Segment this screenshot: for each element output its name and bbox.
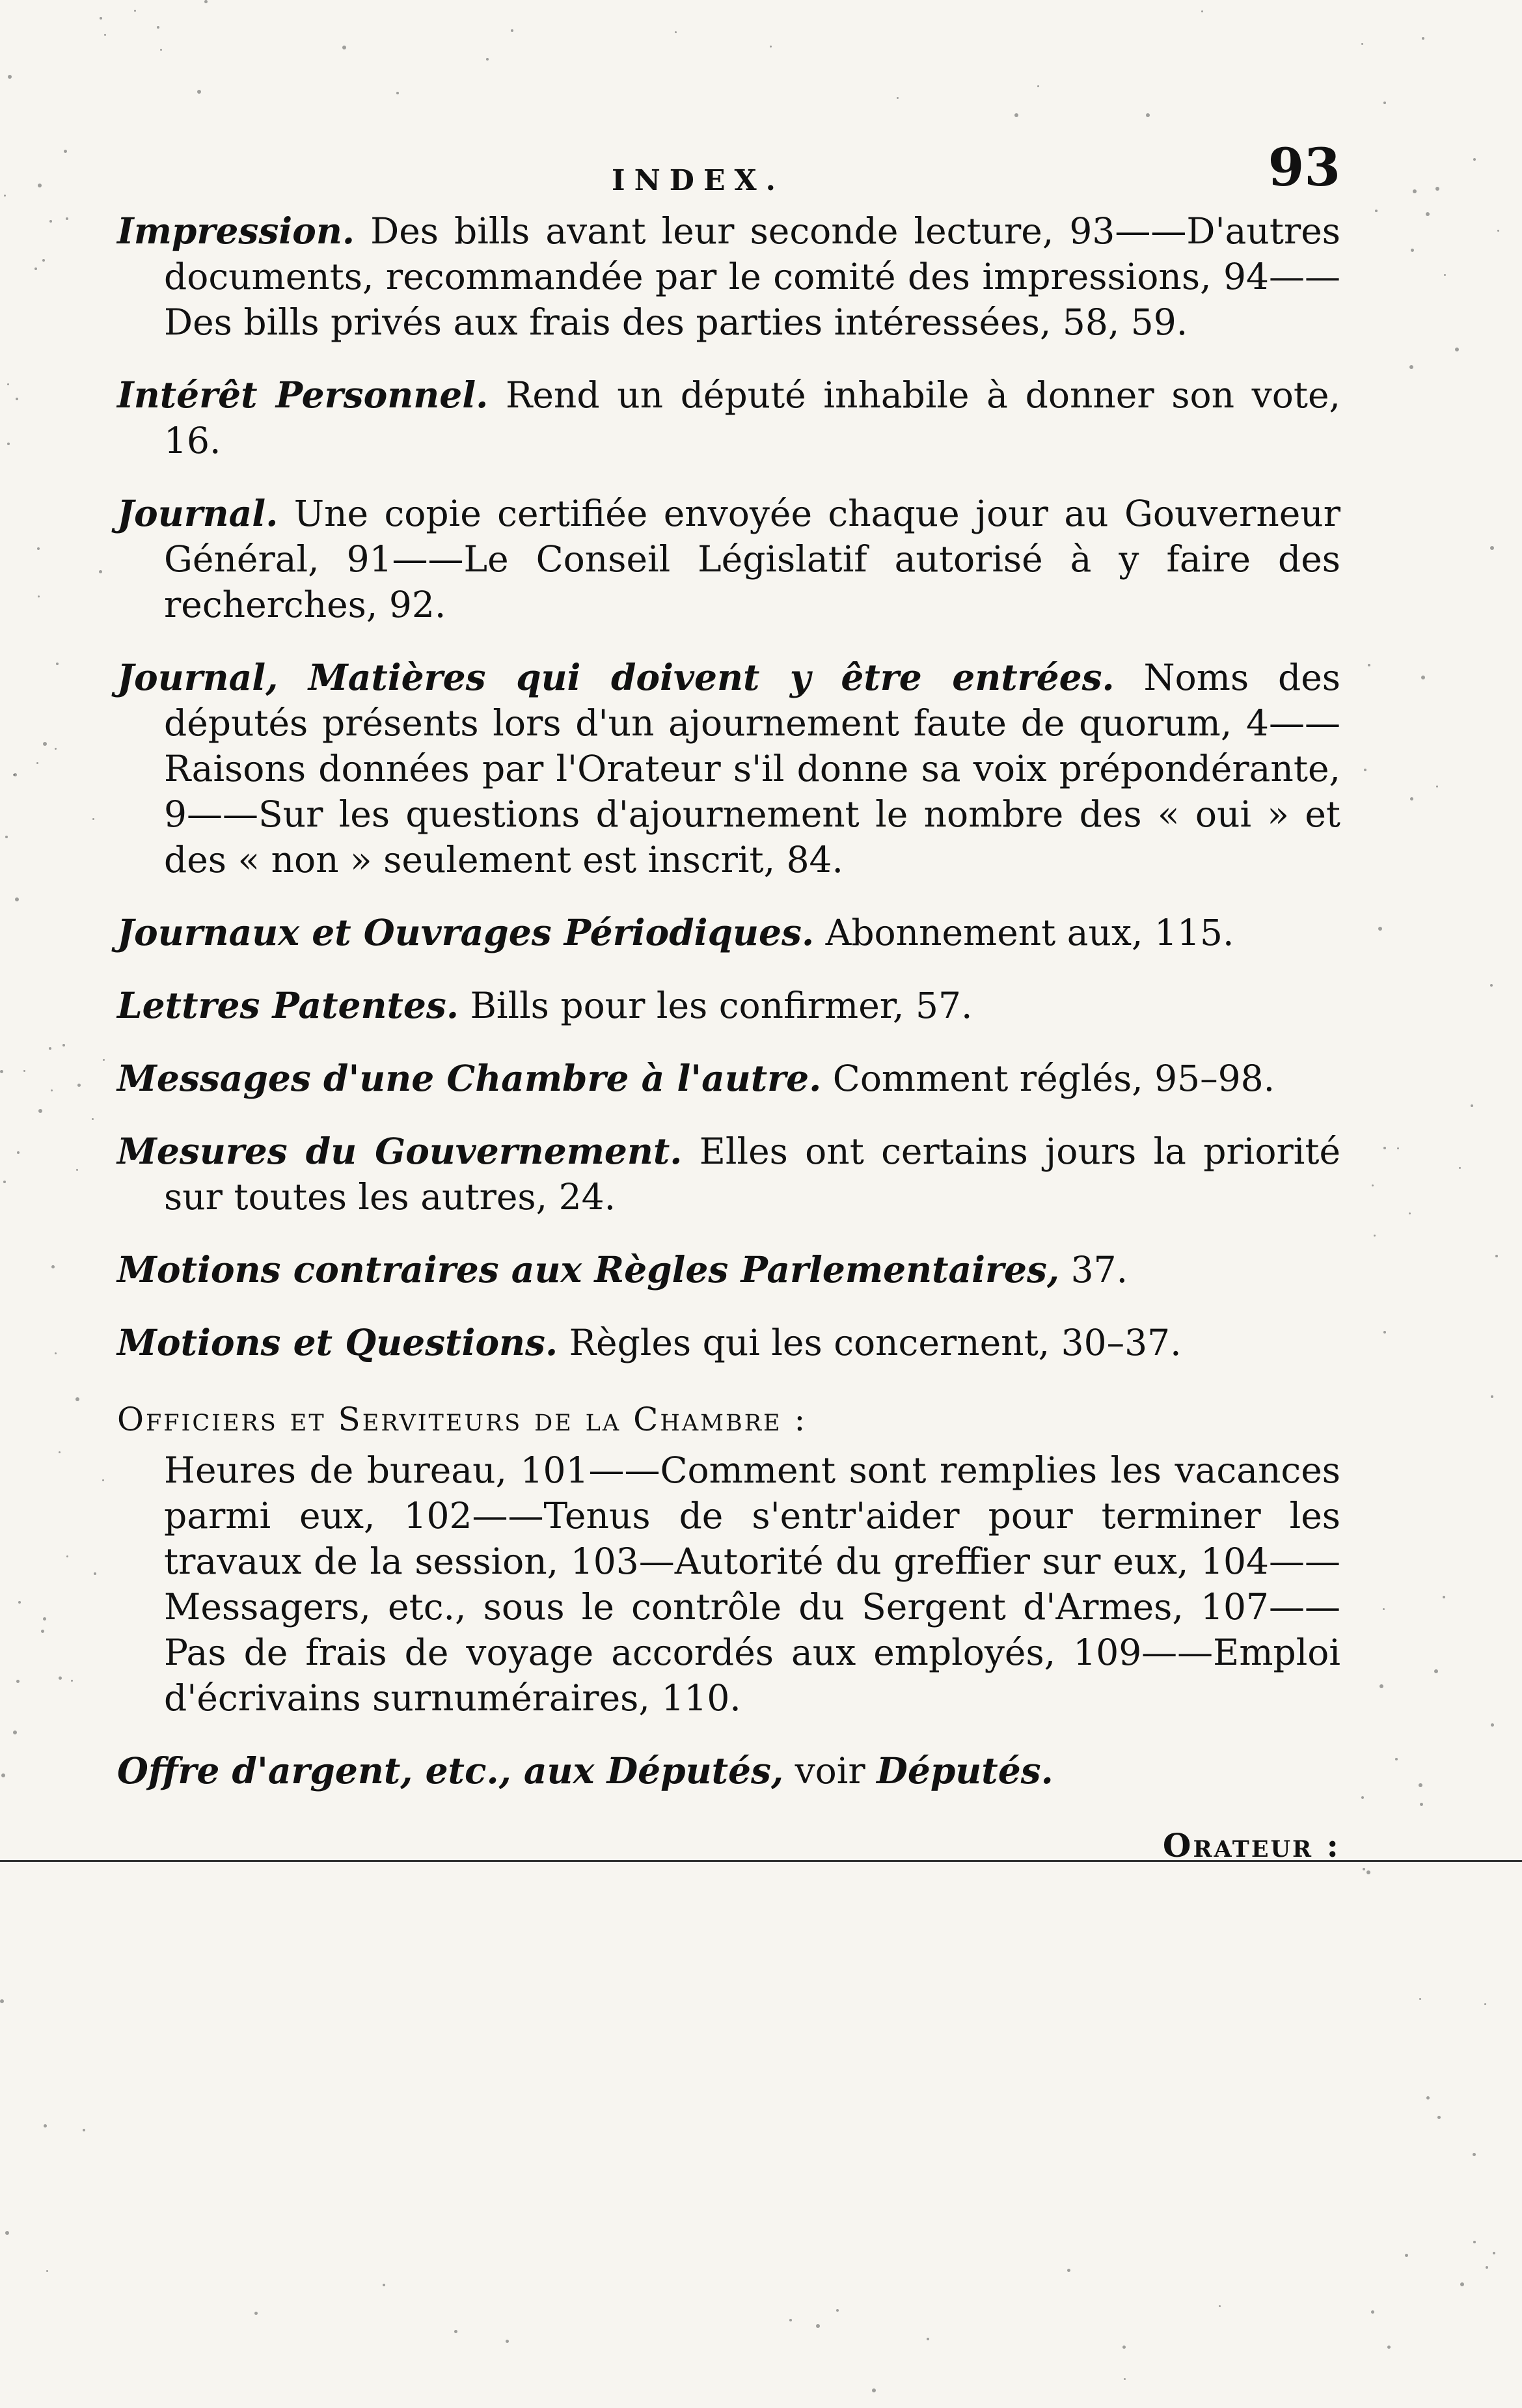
speckle — [1426, 2096, 1430, 2100]
speckle — [1420, 1803, 1423, 1806]
speckle — [1375, 210, 1378, 212]
index-entry-journal-matieres — [117, 655, 1340, 882]
speckle — [511, 29, 513, 32]
speckle — [92, 1118, 94, 1120]
speckle — [1387, 2346, 1391, 2349]
entry-heading: Motions et Questions. — [117, 1321, 558, 1363]
speckle — [100, 17, 102, 20]
speckle — [157, 26, 159, 29]
speckle — [454, 2330, 457, 2333]
entry-heading: Journal. — [117, 492, 279, 534]
speckle — [15, 897, 19, 901]
speckle — [383, 2284, 385, 2286]
index-entry-journaux — [117, 910, 1340, 955]
speckle — [486, 58, 489, 61]
index-entry-motions-questions — [117, 1320, 1340, 1365]
speckle — [83, 2129, 85, 2131]
index-entry-messages — [117, 1056, 1340, 1101]
entry-text: 37. — [1070, 1249, 1128, 1291]
speckle — [160, 49, 162, 51]
entry-heading: Lettres Patentes. — [117, 984, 459, 1026]
speckle — [55, 1352, 57, 1354]
speckle — [23, 1070, 25, 1072]
speckle — [44, 2124, 47, 2128]
speckle — [204, 0, 208, 3]
speckle — [1397, 1147, 1399, 1149]
speckle — [17, 1151, 20, 1154]
speckle — [94, 1572, 96, 1575]
speckle — [43, 1617, 46, 1621]
speckle — [5, 2231, 9, 2235]
speckle — [13, 1731, 17, 1734]
speckle — [1361, 43, 1363, 45]
speckle — [1443, 1596, 1445, 1598]
speckle — [38, 595, 40, 597]
speckle — [1383, 1331, 1386, 1334]
speckle — [8, 75, 12, 79]
speckle — [59, 1451, 61, 1453]
entry-text: Elles ont certains jours la priorité sur toutes les autres, 24. — [164, 1130, 1341, 1218]
speckle — [1484, 2003, 1486, 2005]
speckle — [1490, 984, 1493, 987]
speckle — [1405, 2254, 1408, 2257]
speckle — [1409, 1212, 1411, 1214]
speckle — [5, 836, 8, 838]
entry-text: Bills pour les confirmer, 57. — [470, 985, 973, 1026]
speckle — [1421, 676, 1425, 679]
section-body-officiers: Heures de bureau, 101——Comment sont remplies les vacances parmi eux, 102——Tenus de s'entr'aider pour terminer les travaux de la session, 103—Autorité du greffier sur eux, 104——Messagers, etc., sous le contrôle du Sergent d'Armes, 107——Pas de frais de voyage accordés aux employés, 109——Emploi d'écrivains surnuméraires, 110. — [164, 1449, 1340, 1719]
speckle — [1014, 113, 1018, 117]
speckle — [16, 398, 18, 400]
speckle — [836, 2309, 839, 2312]
speckle — [1371, 2310, 1374, 2314]
entry-heading: Impression. — [117, 210, 355, 252]
entry-text: Comment réglés, 95–98. — [832, 1058, 1275, 1099]
speckle — [92, 818, 94, 820]
speckle — [1444, 274, 1446, 276]
entry-text: Abonnement aux, 115. — [825, 912, 1234, 953]
speckle — [49, 1047, 51, 1050]
page-number: 93 — [1268, 137, 1340, 198]
speckle — [43, 742, 47, 746]
speckle — [770, 46, 772, 48]
speckle — [46, 2270, 48, 2272]
speckle — [1435, 187, 1439, 191]
speckle — [1374, 1235, 1376, 1237]
speckle — [1490, 546, 1494, 550]
speckle — [18, 1601, 21, 1604]
entry-text: Rend un député inhabile à donner son vote, 16. — [164, 374, 1341, 461]
speckle — [342, 46, 346, 49]
speckle — [103, 1059, 105, 1061]
index-entry-offre-d-argent — [117, 1748, 1340, 1794]
index-entry-lettres-patentes — [117, 983, 1340, 1028]
speckle — [42, 259, 45, 262]
speckle — [789, 2319, 792, 2321]
speckle — [1491, 1723, 1494, 1727]
speckle — [51, 1265, 55, 1268]
index-entry-impression — [117, 208, 1340, 345]
speckle — [7, 443, 10, 445]
speckle — [1459, 1167, 1461, 1169]
speckle — [1372, 1184, 1374, 1186]
entry-heading: Mesures du Gouvernement. — [117, 1130, 683, 1172]
speckle — [38, 184, 42, 187]
speckle — [56, 663, 59, 665]
speckle — [675, 31, 677, 33]
speckle — [66, 1555, 68, 1557]
catchword: Orateur : — [1162, 1826, 1340, 1865]
speckle — [927, 2338, 929, 2340]
speckle — [1, 1773, 5, 1777]
entry-heading: Motions contraires aux Règles Parlementaires, — [117, 1248, 1060, 1291]
speckle — [104, 34, 106, 36]
speckle — [3, 1181, 6, 1183]
speckle — [1361, 1796, 1364, 1799]
entry-heading: Messages d'une Chambre à l'autre. — [117, 1057, 822, 1099]
speckle — [1368, 664, 1370, 666]
speckle — [396, 92, 399, 94]
speckle — [1122, 2346, 1126, 2349]
entry-heading: Intérêt Personnel. — [117, 374, 489, 416]
index-entry-journal — [117, 491, 1340, 627]
speckle — [1486, 2266, 1488, 2269]
speckle — [1366, 1870, 1370, 1874]
speckle — [41, 1630, 44, 1633]
speckle — [66, 217, 68, 220]
speckle — [1473, 158, 1476, 161]
speckle — [1219, 2305, 1221, 2307]
speckle — [1383, 1608, 1385, 1610]
entry-heading: Journal, Matières qui doivent y être entrées. — [117, 656, 1115, 698]
speckle — [1471, 1104, 1473, 1107]
speckle — [1497, 230, 1499, 232]
speckle — [0, 1070, 3, 1073]
speckle — [1460, 2282, 1464, 2286]
speckle — [1067, 2269, 1070, 2272]
speckle — [1473, 2153, 1476, 2156]
entry-heading: Offre d'argent, etc., aux Députés, — [117, 1749, 784, 1792]
speckle — [76, 1169, 78, 1171]
speckle — [4, 195, 6, 197]
index-entry-interet-personnel — [117, 372, 1340, 463]
speckle — [1383, 1147, 1386, 1149]
speckle — [254, 2312, 258, 2315]
speckle — [1146, 113, 1150, 117]
speckle — [1426, 212, 1430, 216]
entry-text: Des bills avant leur seconde lecture, 93——D'autres documents, recommandée par le comité des impressions, 94——Des bills privés aux frais des parties intéressées, 58, 59. — [164, 210, 1340, 343]
speckle — [1436, 786, 1438, 787]
speckle — [1491, 1395, 1493, 1398]
speckle — [77, 1084, 81, 1087]
speckle — [1493, 2252, 1495, 2254]
entry-text: voir — [795, 1750, 865, 1792]
speckle — [1411, 249, 1414, 252]
speckle — [1473, 2241, 1476, 2243]
speckle — [102, 1479, 104, 1481]
speckle — [1419, 1783, 1422, 1787]
speckle — [1434, 1669, 1438, 1673]
speckle — [1037, 85, 1039, 87]
section-heading-officiers: Officiers et Serviteurs de la Chambre : — [117, 1401, 808, 1438]
speckle — [62, 1044, 65, 1047]
speckle — [55, 748, 57, 750]
speckle — [1413, 189, 1417, 193]
index-entry-motions-contraires — [117, 1247, 1340, 1293]
speckle — [99, 570, 102, 573]
entry-text: Une copie certifiée envoyée chaque jour au Gouverneur Général, 91——Le Conseil Législatif autorisé à y faire des recherches, 92. — [164, 493, 1341, 625]
speckle — [7, 383, 9, 385]
speckle — [51, 1089, 53, 1091]
speckle — [1495, 1255, 1498, 1257]
speckle — [1455, 348, 1459, 351]
speckle — [1379, 1684, 1383, 1688]
speckle — [872, 2388, 876, 2392]
speckle — [1364, 769, 1366, 771]
speckle — [1410, 797, 1413, 800]
speckle — [197, 90, 201, 94]
speckle — [36, 762, 38, 764]
speckle — [1422, 37, 1424, 40]
speckle — [49, 220, 52, 223]
entry-text: Règles qui les concernent, 30–37. — [569, 1322, 1182, 1363]
speckle — [134, 10, 136, 12]
page-content — [117, 137, 1340, 1865]
speckle — [34, 267, 37, 270]
running-head — [117, 137, 1340, 208]
speckle — [1409, 365, 1413, 369]
index-entry-mesures — [117, 1129, 1340, 1220]
running-title: INDEX. — [612, 164, 785, 197]
speckle — [14, 773, 17, 776]
speckle — [37, 547, 40, 550]
cross-reference: Députés. — [877, 1749, 1053, 1792]
speckle — [1363, 1868, 1365, 1870]
speckle — [1124, 2378, 1126, 2380]
speckle — [1378, 927, 1382, 931]
speckle — [71, 1680, 73, 1682]
speckle — [0, 1999, 4, 2003]
speckle — [1383, 102, 1386, 104]
speckle — [897, 97, 899, 99]
speckle — [506, 2340, 509, 2343]
speckle — [16, 1680, 20, 1683]
speckle — [1437, 2116, 1441, 2119]
speckle — [1201, 10, 1203, 12]
speckle — [64, 150, 67, 153]
speckle — [59, 1676, 62, 1680]
entry-heading: Journaux et Ouvrages Périodiques. — [117, 911, 815, 953]
speckle — [1395, 1758, 1398, 1760]
speckle — [38, 1109, 42, 1113]
entry-text: Noms des députés présents lors d'un ajournement faute de quorum, 4——Raisons données par l'Orateur s'il donne sa voix prépondérante, 9——Sur les questions d'ajournement le nombre des « oui » et des « non » seulement est inscrit, 84. — [164, 657, 1340, 881]
speckle — [816, 2324, 820, 2328]
speckle — [1419, 1998, 1421, 2000]
speckle — [75, 1397, 79, 1401]
